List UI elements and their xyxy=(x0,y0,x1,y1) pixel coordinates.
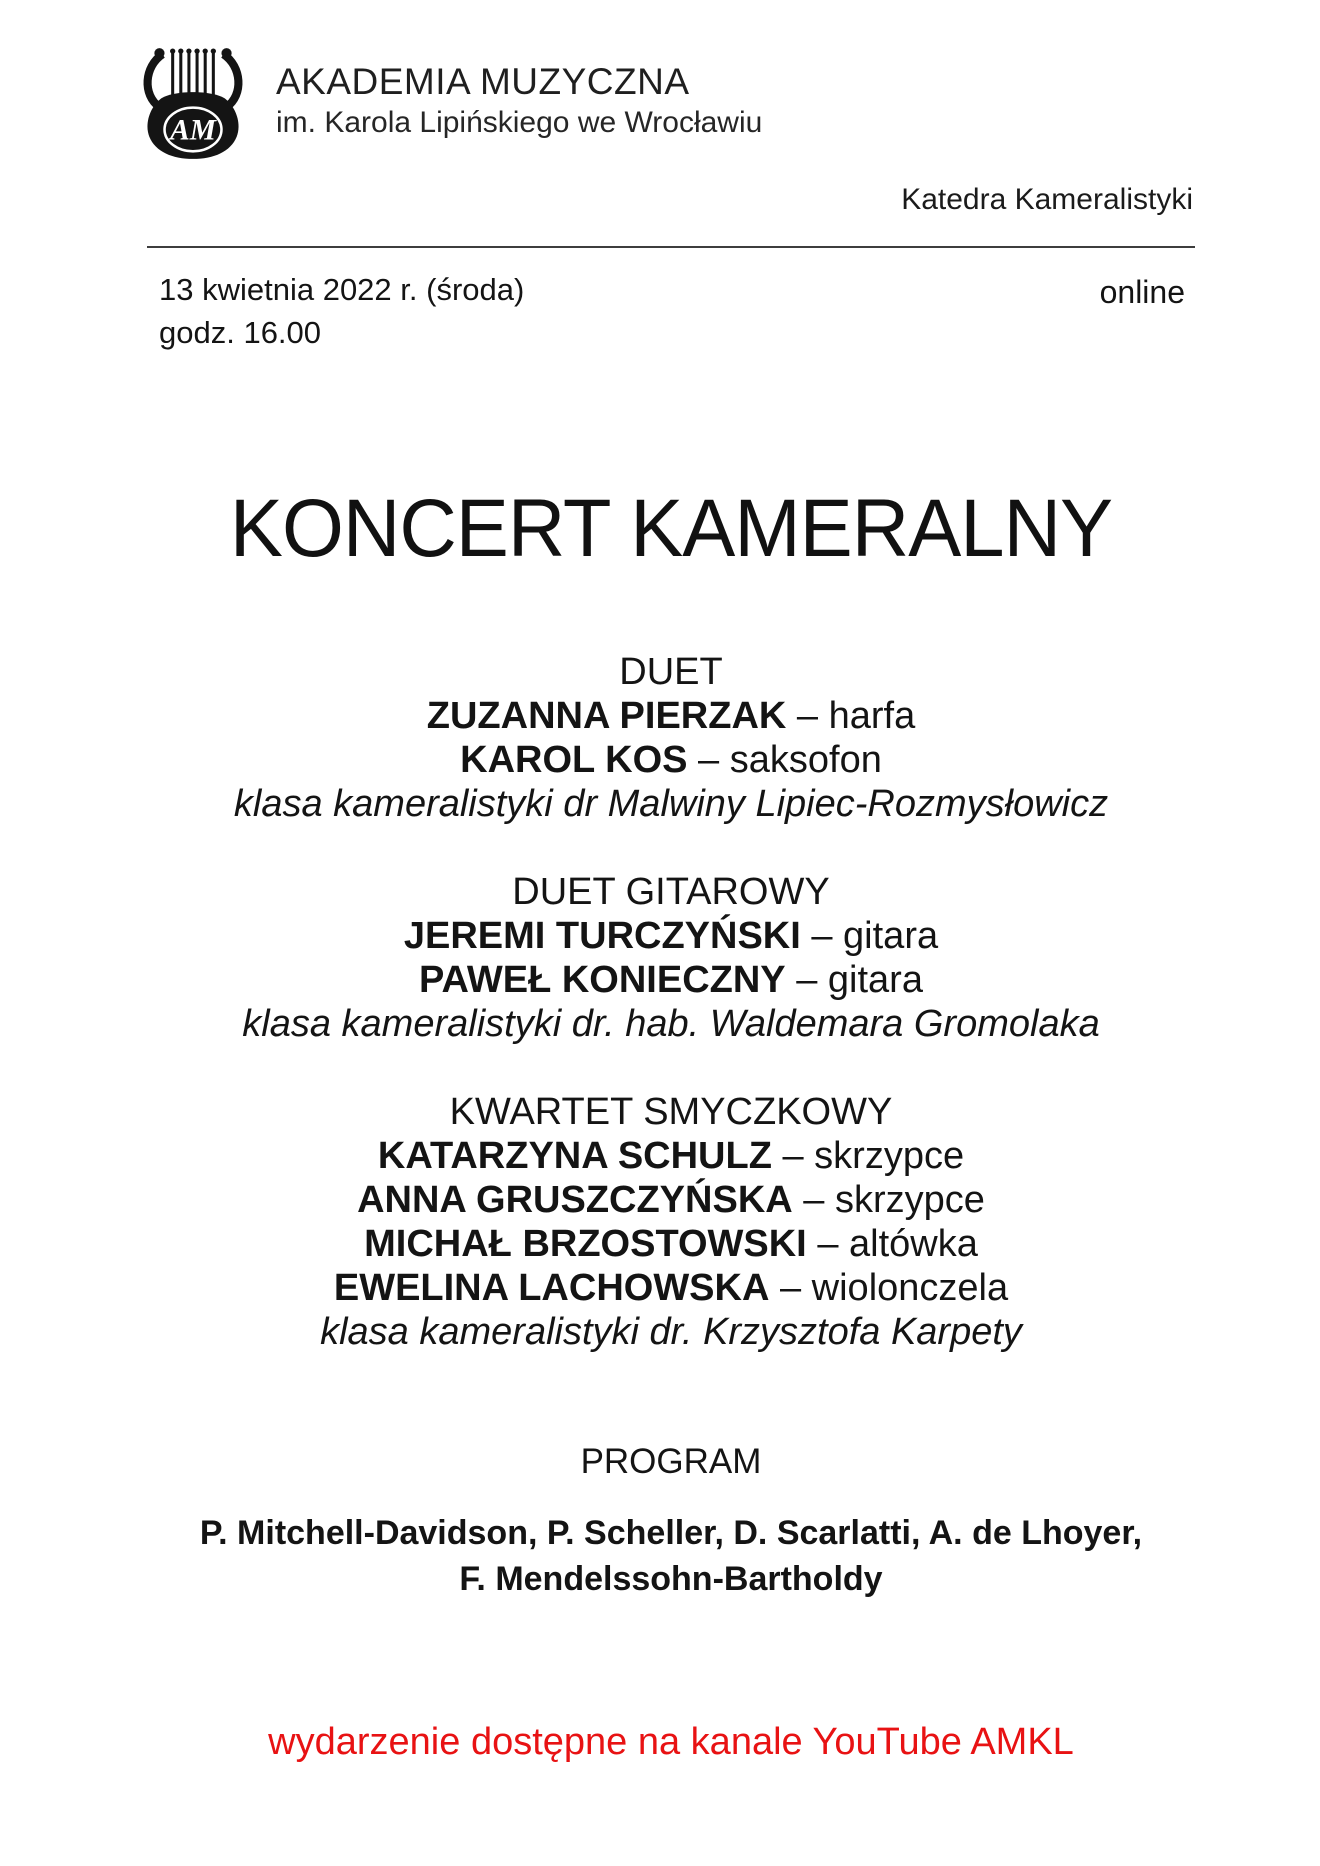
ensemble-kwartet xyxy=(147,1090,1195,1354)
member-line xyxy=(147,738,1195,782)
concert-title: KONCERT KAMERALNY xyxy=(229,483,1113,574)
class-line: klasa kameralistyki dr. hab. Waldemara Gromolaka xyxy=(242,1003,1100,1045)
header-divider xyxy=(147,246,1195,248)
academy-subtitle: im. Karola Lipińskiego we Wrocławiu xyxy=(276,106,763,139)
program-section xyxy=(147,1440,1195,1602)
member-line xyxy=(147,914,1195,958)
member-instrument: – saksofon xyxy=(698,739,882,781)
member-name: PAWEŁ KONIECZNY xyxy=(419,959,786,1001)
member-name: ZUZANNA PIERZAK xyxy=(426,695,787,737)
member-instrument: – altówka xyxy=(817,1223,978,1265)
class-line: klasa kameralistyki dr Malwiny Lipiec-Rozmysłowicz xyxy=(233,783,1109,825)
member-instrument: – gitara xyxy=(796,959,923,1001)
ensemble-duet xyxy=(147,650,1195,826)
member-line xyxy=(147,694,1195,738)
member-line xyxy=(147,1134,1195,1178)
class-line: klasa kameralistyki dr. Krzysztofa Karpety xyxy=(320,1311,1022,1353)
member-line xyxy=(147,1266,1195,1310)
logo-monogram: AM xyxy=(170,114,216,147)
member-name: KATARZYNA SCHULZ xyxy=(377,1135,772,1177)
program-composers-line-2: F. Mendelssohn-Bartholdy xyxy=(459,1560,883,1598)
member-name: KAROL KOS xyxy=(460,739,688,781)
program-heading: PROGRAM xyxy=(580,1442,762,1481)
member-line xyxy=(147,958,1195,1002)
ensemble-heading: DUET GITAROWY xyxy=(512,871,830,913)
lyre-logo-icon xyxy=(132,44,254,160)
event-time: godz. 16.00 xyxy=(159,315,322,350)
member-instrument: – skrzypce xyxy=(782,1135,965,1177)
department-label: Katedra Kameralistyki xyxy=(901,183,1193,216)
youtube-availability-note: wydarzenie dostępne na kanale YouTube AMKL xyxy=(268,1721,1074,1763)
member-instrument: – harfa xyxy=(796,695,916,737)
member-name: ANNA GRUSZCZYŃSKA xyxy=(357,1179,793,1221)
academy-name xyxy=(276,44,762,142)
academy-title: AKADEMIA MUZYCZNA xyxy=(276,61,690,102)
program-composers-line-1: P. Mitchell-Davidson, P. Scheller, D. Scarlatti, A. de Lhoyer, xyxy=(199,1514,1143,1552)
member-instrument: – gitara xyxy=(811,915,939,957)
event-date: 13 kwietnia 2022 r. (środa) xyxy=(159,272,525,307)
member-name: EWELINA LACHOWSKA xyxy=(333,1267,770,1309)
member-name: JEREMI TURCZYŃSKI xyxy=(403,915,801,957)
member-instrument: – skrzypce xyxy=(803,1179,985,1221)
member-instrument: – wiolonczela xyxy=(779,1267,1009,1309)
event-location: online xyxy=(1099,274,1185,310)
ensemble-heading: DUET xyxy=(619,651,723,693)
member-name: MICHAŁ BRZOSTOWSKI xyxy=(364,1223,807,1265)
member-line xyxy=(147,1178,1195,1222)
ensemble-heading: KWARTET SMYCZKOWY xyxy=(449,1091,893,1133)
academy-logo-block xyxy=(132,44,762,160)
ensemble-duet-gitarowy xyxy=(147,870,1195,1046)
event-datetime xyxy=(159,268,524,354)
ensembles-section xyxy=(147,650,1195,1354)
member-line xyxy=(147,1222,1195,1266)
